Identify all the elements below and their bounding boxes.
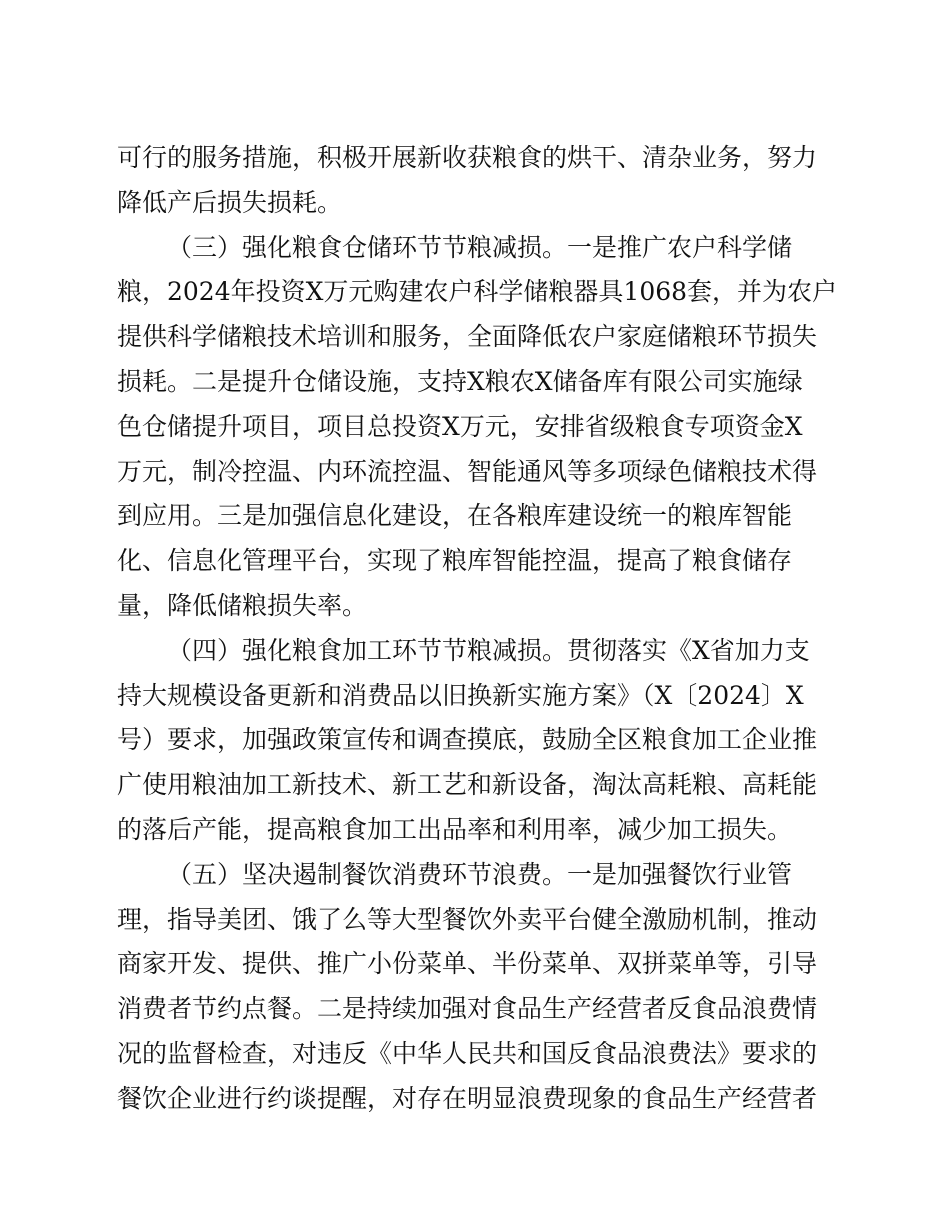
text-line: 色仓储提升项目，项目总投资X万元，安排省级粮食专项资金X: [117, 411, 803, 441]
text-line: 提供科学储粮技术培训和服务，全面降低农户家庭储粮环节损失: [117, 322, 818, 352]
text-line: 可行的服务措施，积极开展新收获粮食的烘干、清杂业务，努力: [117, 143, 818, 172]
text-line: 量，降低储粮损失率。: [117, 590, 368, 620]
text-line: 万元，制冷控温、内环流控温、智能通风等多项绿色储粮技术得: [117, 456, 818, 486]
text-line: 商家开发、提供、推广小份菜单、半份菜单、双拼菜单等，引导: [117, 949, 818, 979]
text-line: 粮，2024年投资X万元购建农户科学储粮器具1068套，并为农户: [117, 277, 838, 307]
text-line: 持大规模设备更新和消费品以旧换新实施方案》（X〔2024〕X: [117, 680, 804, 710]
text-line: （三）强化粮食仓储环节节粮减损。一是推广农户科学储: [167, 232, 793, 262]
text-line: 化、信息化管理平台，实现了粮库智能控温，提高了粮食储存: [117, 546, 793, 576]
text-line: （四）强化粮食加工环节节粮减损。贯彻落实《X省加力支: [167, 635, 810, 665]
body-text: [117, 136, 837, 1122]
text-line: （五）坚决遏制餐饮消费环节浪费。一是加强餐饮行业管: [167, 859, 793, 889]
text-line: 号）要求，加强政策宣传和调查摸底，鼓励全区粮食加工企业推: [117, 725, 818, 755]
text-line: 餐饮企业进行约谈提醒，对存在明显浪费现象的食品生产经营者: [117, 1083, 818, 1113]
text-line: 理，指导美团、饿了么等大型餐饮外卖平台健全激励机制，推动: [117, 904, 818, 934]
text-line: 的落后产能，提高粮食加工出品率和利用率，减少加工损失。: [117, 814, 793, 844]
text-line: 广使用粮油加工新技术、新工艺和新设备，淘汰高耗粮、高耗能: [117, 770, 818, 800]
text-line: 降低产后损失损耗。: [117, 187, 343, 217]
text-line: 消费者节约点餐。二是持续加强对食品生产经营者反食品浪费情: [117, 994, 818, 1024]
text-line: 损耗。二是提升仓储设施，支持X粮农X储备库有限公司实施绿: [117, 366, 803, 396]
text-line: 况的监督检查，对违反《中华人民共和国反食品浪费法》要求的: [117, 1038, 818, 1068]
text-line: 到应用。三是加强信息化建设，在各粮库建设统一的粮库智能: [117, 501, 793, 531]
